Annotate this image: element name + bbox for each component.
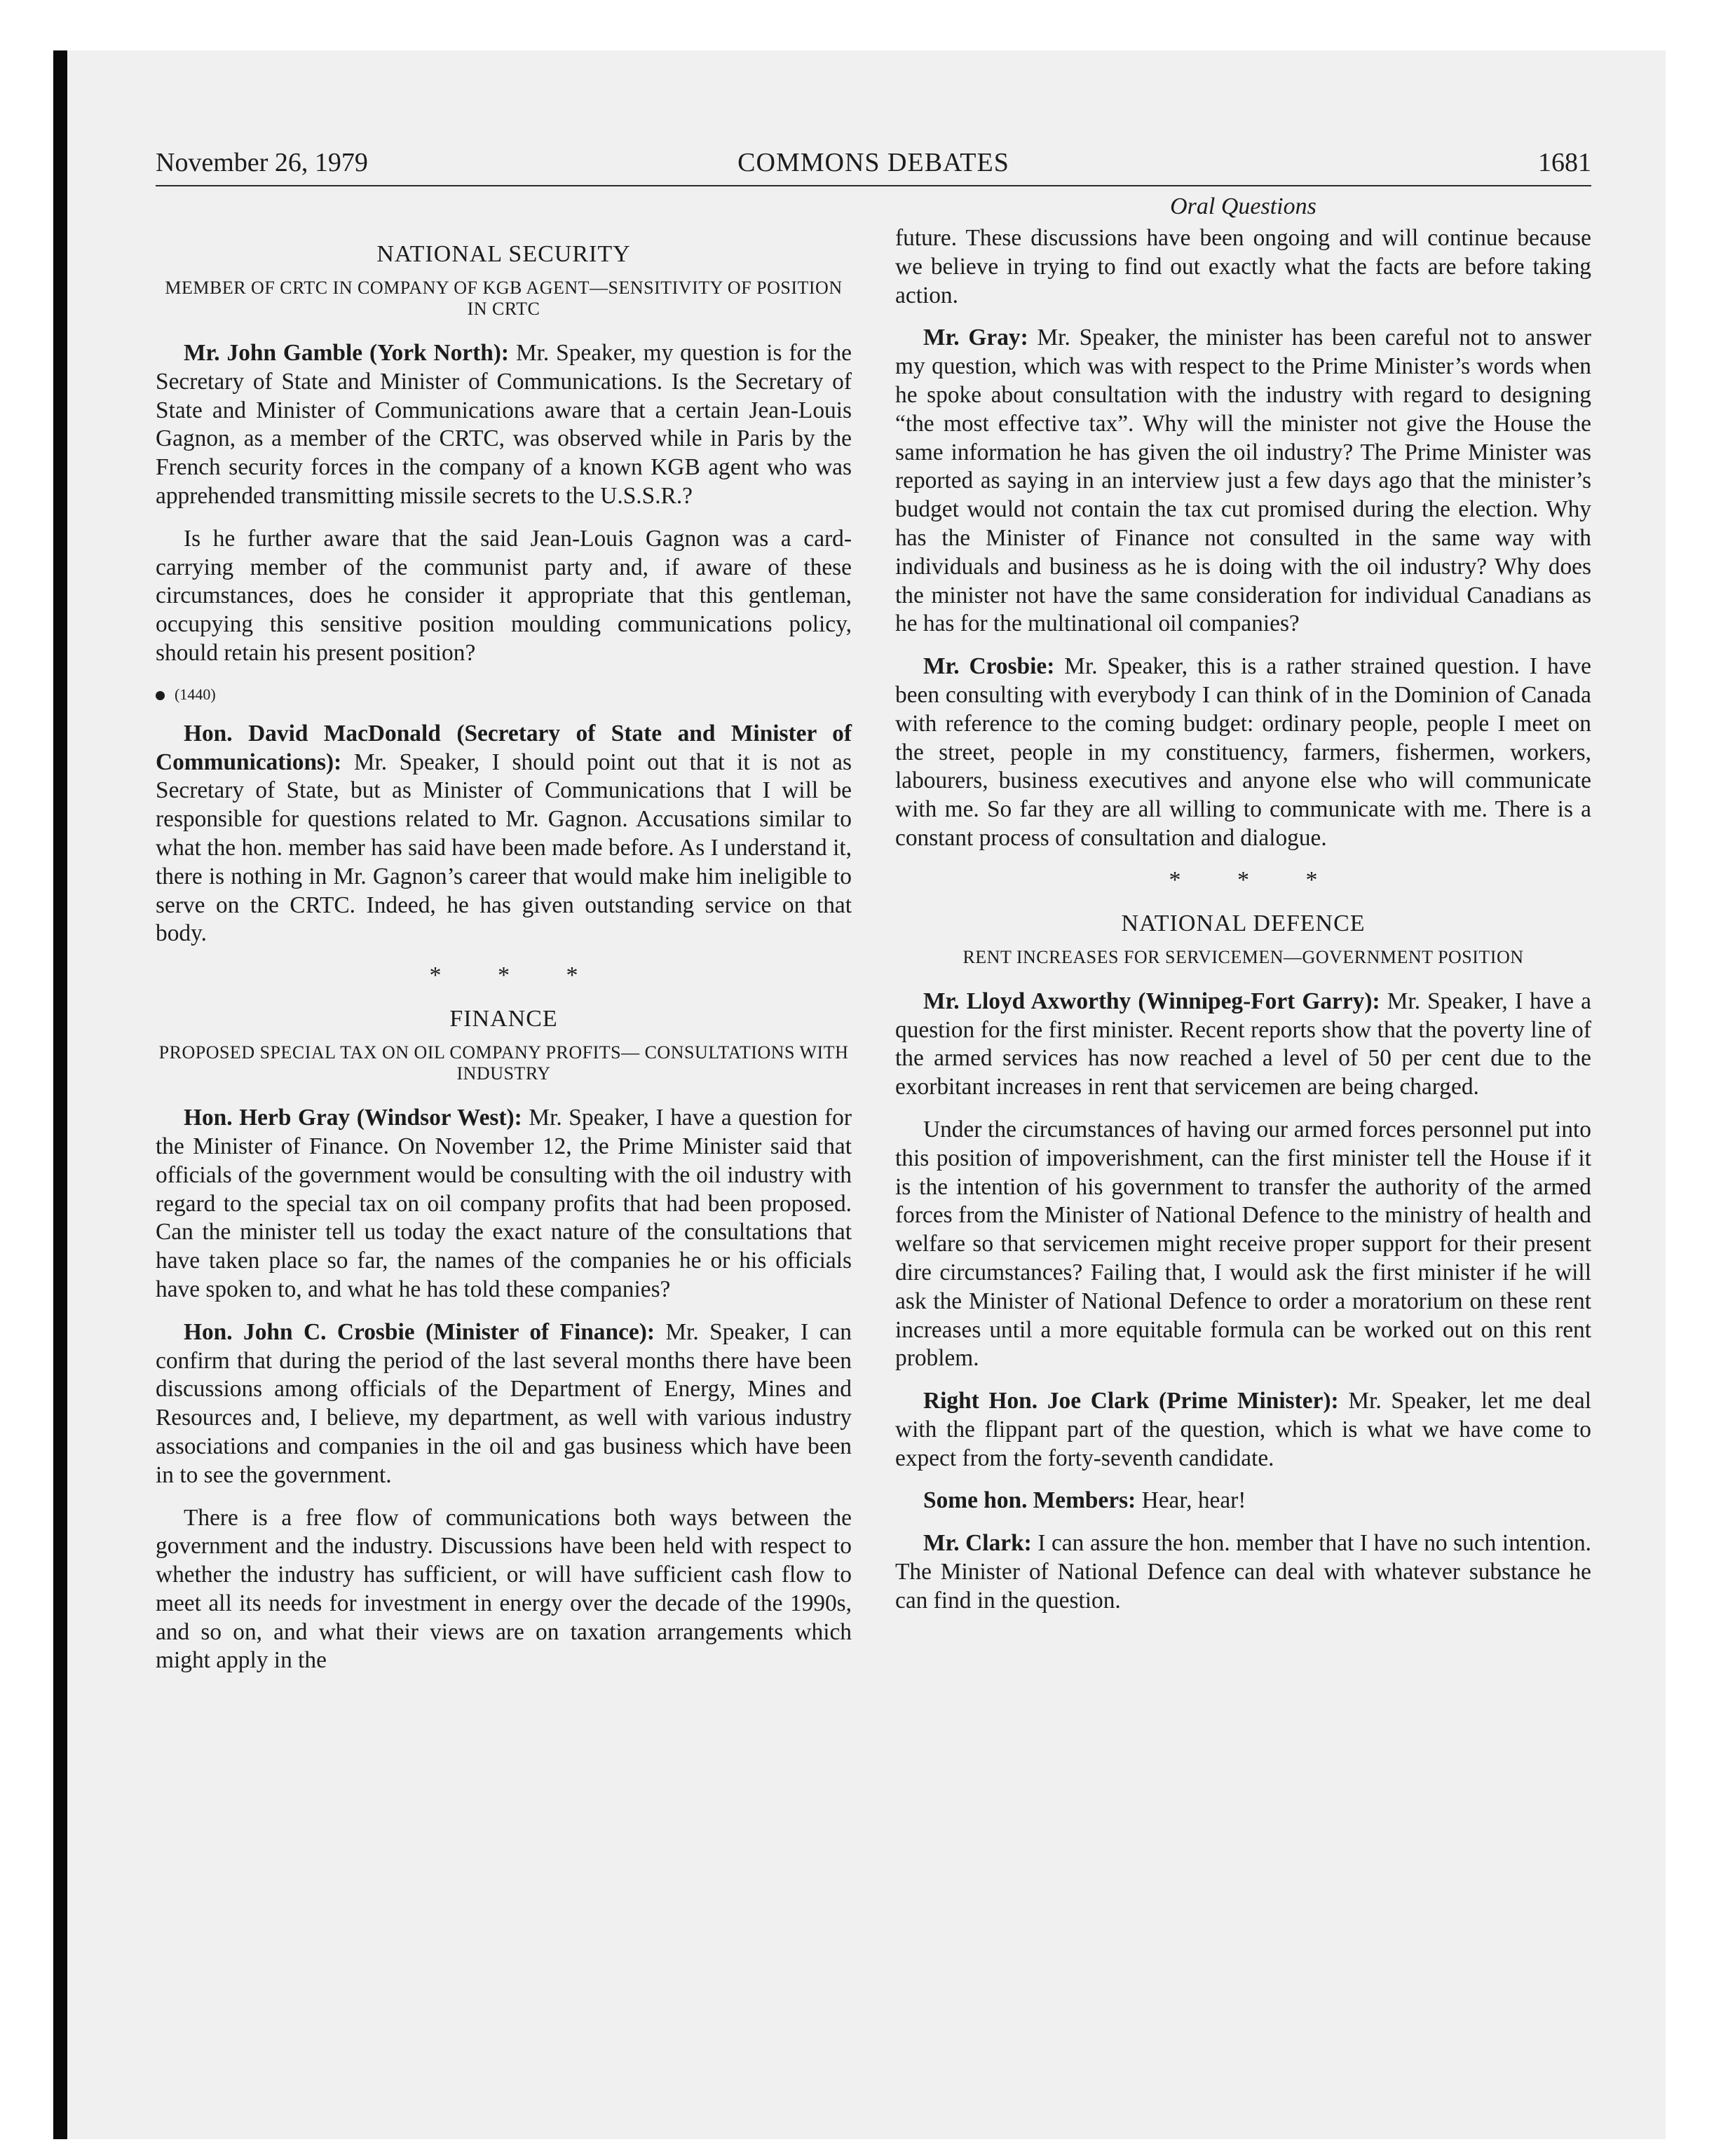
section-title-national-defence: NATIONAL DEFENCE xyxy=(1121,910,1366,936)
speech-text: Mr. Speaker, I have a question for the first minister. Recent reports show that the poverty line of the armed services has now reached a level of 50 per cent due to the exorbitant increases in rent that servicemen are being charged. xyxy=(895,988,1592,1100)
section-subtitle-rent-increases: RENT INCREASES FOR SERVICEMEN—GOVERNMENT POSITION xyxy=(962,946,1524,967)
speaker-clark: Right Hon. Joe Clark (Prime Minister): xyxy=(923,1388,1339,1414)
speech-crosbie xyxy=(156,1318,852,1490)
bullet-icon xyxy=(156,691,165,700)
speech-axworthy-continued: Under the circumstances of having our armed forces personnel put into this position of impoverishment, can the first minister tell the House if it is the intention of his government to transfer the authority of the armed forces from the Minister of National Defence to the ministry of health and welfare so that servicemen might receive proper support for their present dire circumstances? Failing that, I would ask the first minister if he will ask the Minister of National Defence to order a moratorium on these rent increases until a more equitable formula can be worked out on this rent problem. xyxy=(895,1116,1591,1372)
speaker-gray: Mr. Gray: xyxy=(923,325,1028,351)
binding-edge xyxy=(53,50,67,2139)
speaker-gray: Hon. Herb Gray (Windsor West): xyxy=(184,1105,522,1131)
speech-axworthy xyxy=(895,988,1591,1102)
speech-gamble xyxy=(156,339,852,511)
speaker-axworthy: Mr. Lloyd Axworthy (Winnipeg-Fort Garry): xyxy=(923,988,1380,1014)
speech-text: Mr. Speaker, I should point out that it is not as Secretary of State, but as Minister of Communications that I will be responsible for questions related to Mr. Gagnon. Accusations similar to what the hon. member has said have been made before. As I understand it, there is nothing in Mr. Gagnon’s career that would make him ineligible to serve on the CRTC. Indeed, he has given outstanding service on that body. xyxy=(156,749,852,947)
speech-crosbie-reply xyxy=(895,653,1591,853)
speech-text: Mr. Speaker, let me deal with the flippant part of the question, which is what we have come to expect from the forty-seventh candidate. xyxy=(895,1388,1591,1471)
speech-text: I can assure the hon. member that I have no such intention. The Minister of National Defence can deal with whatever substance he can find in the question. xyxy=(895,1530,1591,1613)
page xyxy=(156,147,1592,1674)
speech-gray xyxy=(156,1104,852,1304)
speech-members xyxy=(895,1487,1591,1515)
speech-clark-reply xyxy=(895,1529,1591,1615)
speech-clark xyxy=(895,1387,1591,1473)
header-date: November 26, 1979 xyxy=(156,148,368,177)
speaker-members: Some hon. Members: xyxy=(923,1487,1136,1514)
speech-continuation: future. These discussions have been ongoing and will continue because we believe in trying to find out exactly what the facts are before taking action. xyxy=(895,225,1591,308)
speech-text: Mr. Speaker, my question is for the Secretary of State and Minister of Communications. Is the Secretary of State and Minister of Communications aware that a certain Jean-Louis Gagnon, as a member of the CRTC, was observed while in Paris by the French security forces in the company of a known KGB agent who was apprehended transmitting missile secrets to the U.S.S.R.? xyxy=(156,340,852,509)
header-publication: COMMONS DEBATES xyxy=(737,148,1009,177)
running-header xyxy=(156,147,1591,186)
speaker-macdonald: Hon. David MacDonald (Secretary of State and Minister of Communications): xyxy=(156,720,852,775)
speech-text: Hear, hear! xyxy=(1136,1487,1246,1514)
speaker-crosbie: Hon. John C. Crosbie (Minister of Finance): xyxy=(184,1318,655,1345)
timestamp xyxy=(156,682,852,707)
timestamp-text: (1440) xyxy=(175,685,216,703)
section-subtitle-oil-tax: PROPOSED SPECIAL TAX ON OIL COMPANY PROFITS— CONSULTATIONS WITH INDUSTRY xyxy=(158,1042,849,1084)
left-column xyxy=(156,240,852,1689)
section-separator: * * * xyxy=(1169,866,1343,893)
speech-macdonald xyxy=(156,720,852,948)
speech-text: Mr. Speaker, this is a rather strained question. I have been consulting with everybody I can think of in the Dominion of Canada with reference to the coming budget: ordinary people, people I meet on the street, people in my constituency, farmers, fishermen, workers, labourers, business executives and anyone else who will communicate with me. So far they are all willing to communicate with me. There is a constant process of consultation and dialogue. xyxy=(895,653,1591,851)
section-title-finance: FINANCE xyxy=(449,1006,558,1032)
speech-gamble-continued: Is he further aware that the said Jean-Louis Gagnon was a card-carrying member of the communist party and, if aware of these circumstances, does he consider it appropriate that this gentleman, occupying this sensitive position moulding communications policy, should retain his present position? xyxy=(156,525,852,666)
speech-crosbie-continued: There is a free flow of communications both ways between the government and the industry. Discussions have been held with respect to whether the industry has sufficient, or will have sufficient cash flow to meet all its needs for investment in energy over the decade of the 1990s, and so on, and what their views are on taxation arrangements which might apply in the xyxy=(156,1504,852,1674)
speech-text: Mr. Speaker, I have a question for the Minister of Finance. On November 12, the Prime Minister said that officials of the government would be consulting with the oil industry with regard to the special tax on oil company profits that had been proposed. Can the minister tell us today the exact nature of the consultations that have taken place so far, the names of the companies he or his officials have spoken to, and what he has told these companies? xyxy=(156,1105,852,1302)
speech-text: Mr. Speaker, the minister has been careful not to answer my question, which was with respect to the Prime Minister’s words when he spoke about consultation with the industry with regard to designing “the most effective tax”. Why will the minister not give the House the same information he has given the oil industry? The Prime Minister was reported as saying in an interview just a few days ago that the minister’s budget would not contain the tax cut promised during the election. Why has the Minister of Finance not consulted in the same way with individuals and business as he is doing with the oil industry? Why does the minister not have the same consideration for individual Canadians as he has for the multinational oil companies? xyxy=(895,325,1591,637)
section-label-oral-questions: Oral Questions xyxy=(1170,193,1316,219)
right-column xyxy=(895,192,1591,1630)
speech-text: Mr. Speaker, I can confirm that during the period of the last several months there have been discussions among officials of the Department of Energy, Mines and Resources and, I believe, my department, as well with various industry associations and companies in the oil and gas business which have been in to see the government. xyxy=(156,1318,852,1488)
section-separator: * * * xyxy=(429,962,604,989)
speaker-clark: Mr. Clark: xyxy=(923,1530,1032,1557)
section-subtitle-crtc: MEMBER OF CRTC IN COMPANY OF KGB AGENT—SENSITIVITY OF POSITION IN CRTC xyxy=(165,278,843,319)
speaker-crosbie: Mr. Crosbie: xyxy=(923,653,1055,680)
speaker-gamble: Mr. John Gamble (York North): xyxy=(184,340,510,366)
header-page-number: 1681 xyxy=(1538,148,1591,177)
section-title-national-security: NATIONAL SECURITY xyxy=(376,241,631,267)
speech-gray-reply xyxy=(895,324,1591,639)
